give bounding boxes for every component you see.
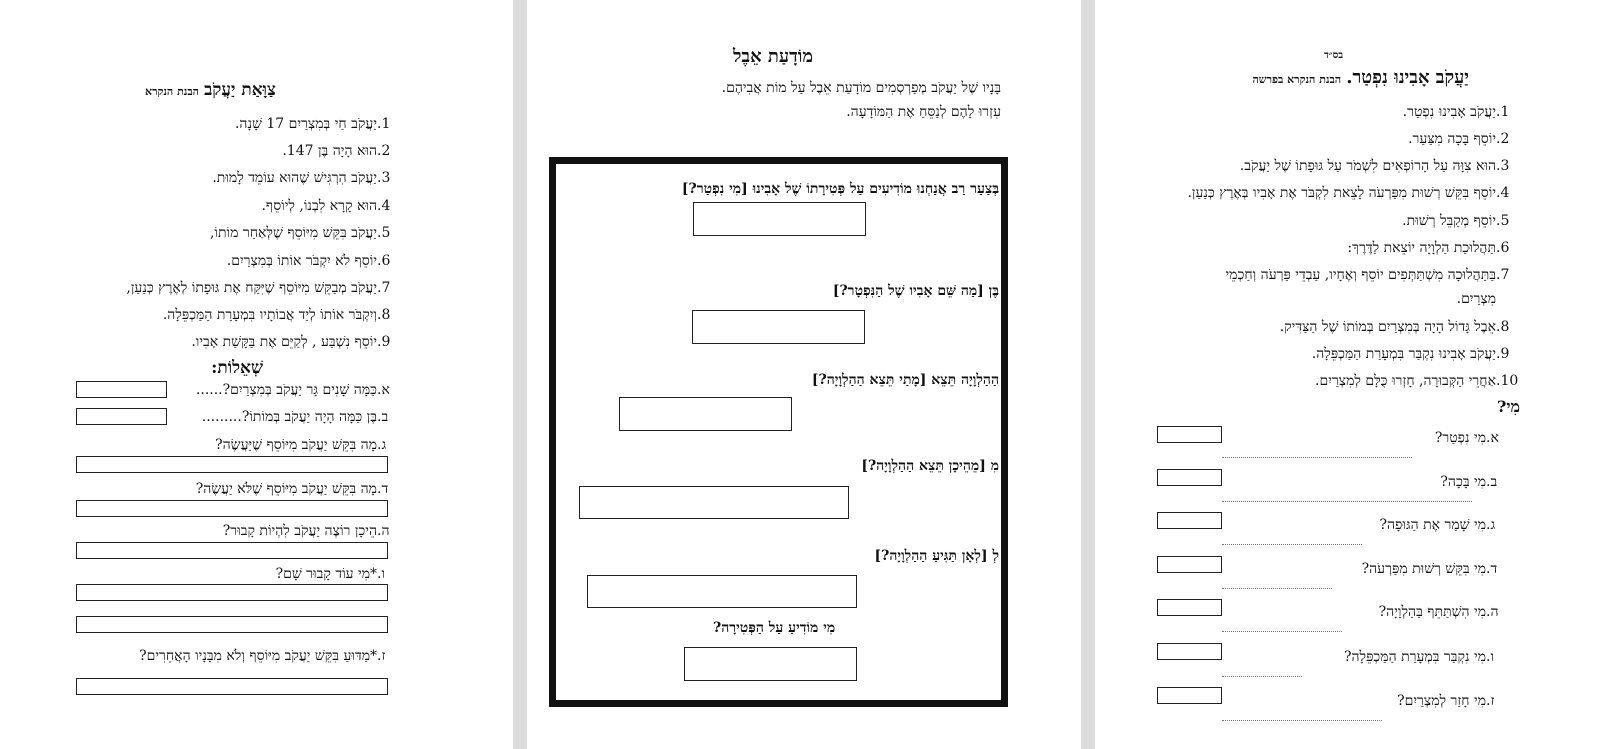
left-question-d: ד.מָה בִּקֵּשׁ יַעֲקֹב מִיּוֹסֵף שֶׁלֹּא יַעֲשֶׂה?	[195, 481, 389, 497]
worksheet-page-left	[0, 0, 513, 749]
right-item-10: 10.אַחֲרֵי הַקְּבוּרָה, חָזְרוּ כֻּלָּם לְמִצְרַיִם.	[1315, 373, 1519, 389]
obituary-prompt-3: הַהַלְוָיָה תֵּצֵא [מָתַי תֵּצֵא הַהַלְוָיָה?]	[811, 372, 999, 388]
right-item-7-cont: מִצְרַיִם.	[1456, 291, 1496, 307]
right-title: יַעֲקֹב אָבִינוּ נִפְטַר.	[1346, 67, 1469, 88]
left-questions-title: שְׁאֵלוֹת:	[211, 358, 263, 378]
obituary-prompt-6: מִי מוֹדִיעַ עַל הַפְּטִירָה?	[713, 620, 836, 636]
worksheet-page-middle	[527, 0, 1081, 749]
right-item-9: 9.יַעֲקֹב אָבִינוּ נִקְבַּר בִּמְעָרַת הַמַּכְפֵּלָה.	[1311, 346, 1510, 362]
middle-intro-1: בָּנָיו שֶׁל יַעֲקֹב מְפַרְסְמִים מוֹדָעַת אֵבֶל עַל מוֹת אֲבִיהֶם.	[721, 80, 1001, 96]
right-item-7: 7.בַּתַּהֲלוּכָה מִשְׁתַּתְּפִים יוֹסֵף וְאֶחָיו, עַבְדֵי פַּרְעֹה וְחַכְמֵי	[1225, 267, 1510, 283]
left-question-a: א.כַּמָּה שָׁנִים גָּר יַעֲקֹב בְּמִצְרַיִם?......	[195, 382, 390, 398]
obituary-box-when[interactable]	[619, 397, 792, 431]
middle-intro-2: עִזְרוּ לָהֶם לְנַסֵּחַ אֶת הַמּוֹדָעָה.	[846, 104, 1001, 120]
obituary-prompt-2: בֶּן [מַה שֵּׁם אָבִיו שֶׁל הַנִּפְטָר?]	[832, 283, 999, 299]
who-question-g: ז.מִי חָזַר לְמִצְרַיִם?	[1397, 693, 1495, 709]
obituary-box-father[interactable]	[692, 310, 865, 344]
right-item-4: 4.יוֹסֵף בִּקֵּשׁ רְשׁוּת מִפַּרְעֹה לָצֵאת לִקְבֹּר אֶת אָבִיו בְּאֶרֶץ כְּנַעַן.	[1187, 185, 1510, 201]
left-item-6: 6.יוֹסֵף לֹא יִקְבֹּר אוֹתוֹ בְּמִצְרַיִם.	[226, 253, 391, 269]
left-title-block	[145, 80, 276, 100]
who-answer-box-f[interactable]	[1157, 643, 1222, 660]
left-item-4: 4.הוּא קָרָא לִבְנוֹ, לְיוֹסֵף.	[261, 198, 391, 214]
left-item-8: 8.וְיִקְבֹּר אוֹתוֹ לְיַד אֲבוֹתָיו בִּמְעָרַת הַמַּכְפֵּלָה.	[162, 307, 391, 323]
who-question-b: ב.מִי בָּכָה?	[1440, 474, 1498, 490]
who-answer-box-c[interactable]	[1157, 512, 1222, 529]
answer-box-a[interactable]	[76, 381, 167, 398]
who-answer-box-e[interactable]	[1157, 599, 1222, 616]
worksheet-page-right	[1095, 0, 1604, 749]
right-item-8: 8.אֵבֶל גָּדוֹל הָיָה בְּמִצְרַיִם בְּמוֹתוֹ שֶׁל הַצַּדִּיק.	[1279, 319, 1510, 335]
right-item-3: 3.הוּא צִוָּה עַל הָרוֹפְאִים לִשְׁמֹר עַל גּוּפָתוֹ שֶׁל יַעֲקֹב.	[1239, 158, 1510, 174]
who-answer-box-a[interactable]	[1157, 426, 1222, 443]
who-title: מִי?	[1496, 397, 1520, 416]
left-item-2: 2.הוּא הָיָה בֶּן 147.	[282, 143, 391, 159]
answer-box-c[interactable]	[76, 456, 388, 473]
right-title-small: הבנת הנקרא בפרשה	[1252, 73, 1342, 86]
who-answer-box-b[interactable]	[1157, 469, 1222, 486]
obituary-box-announcer[interactable]	[684, 647, 857, 681]
answer-box-f1[interactable]	[76, 584, 388, 601]
answer-box-d[interactable]	[76, 500, 388, 517]
right-item-1: 1.יַעֲקֹב אָבִינוּ נִפְטַר.	[1402, 104, 1510, 120]
answer-box-f2[interactable]	[76, 616, 388, 633]
who-question-f: ו.מִי נִקְבַּר בִּמְעָרַת הַמַּכְפֵּלָה?	[1343, 649, 1495, 665]
right-item-6: 6.תַּהֲלוּכַת הַלְוָיָה יוֹצֵאת לַדֶּרֶךְ:	[1347, 240, 1510, 256]
right-item-5: 5.יוֹסֵף מְקַבֵּל רְשׁוּת.	[1402, 213, 1510, 229]
obituary-box-from[interactable]	[579, 486, 849, 519]
left-question-c: ג.מָה בִּקֵּשׁ יַעֲקֹב מִיּוֹסֵף שֶׁיַּעֲשֶׂה?	[215, 437, 387, 453]
left-title: צַוָּאַת יַעֲקֹב	[204, 80, 276, 100]
left-item-5: 5.יַעֲקֹב בִּקֵּשׁ מִיּוֹסֵף שֶׁלְּאַחַר מוֹתוֹ,	[209, 225, 391, 241]
left-item-3: 3.יַעֲקֹב הִרְגִּישׁ שֶׁהוּא עוֹמֵד לָמוּת.	[212, 170, 391, 186]
left-item-1: 1.יַעֲקֹב חַי בְּמִצְרַיִם 17 שָׁנָה.	[234, 116, 391, 132]
right-title-block	[1252, 67, 1469, 88]
left-title-small: הבנת הנקרא	[145, 85, 200, 98]
right-item-2: 2.יוֹסֵף בָּכָה מִצַּעַר.	[1408, 131, 1510, 147]
obituary-prompt-1: בְּצַעַר רַב אֲנַחְנוּ מוֹדִיעִים עַל פְּטִירָתוֹ שֶׁל אָבִינוּ [מִי נִפְטַר?]	[681, 181, 999, 197]
who-answer-box-g[interactable]	[1157, 687, 1222, 704]
who-question-c: ג.מִי שָׁמַר אֶת הַגּוּפָה?	[1379, 517, 1496, 533]
middle-title: מוֹדָעַת אֵבֶל	[733, 46, 814, 67]
left-question-e: ה.הֵיכָן רוֹצֶה יַעֲקֹב לִהְיוֹת קָבוּר?	[222, 523, 390, 539]
left-item-9: 9.יוֹסֵף נִשְׁבַּע , לְקַיֵּם אֶת בַּקָּשַׁת אָבִיו.	[191, 334, 391, 350]
left-item-7: 7.יַעֲקֹב מְבַקֵּשׁ מִיּוֹסֵף שֶׁיִּקַּח אֶת גּוּפָתוֹ לְאֶרֶץ כְּנַעַן,	[126, 280, 391, 296]
bs-header: בס״ד	[1324, 50, 1344, 61]
obituary-box-deceased[interactable]	[693, 202, 866, 236]
obituary-prompt-5: לְ [לְאָן תַּגִּיעַ הַהַלְוָיָה?]	[874, 548, 999, 564]
left-question-g: ז.*מַדּוּעַ בִּקֵּשׁ יַעֲקֹב מִיּוֹסֵף וְלֹא מִבָּנָיו הָאֲחֵרִים?	[139, 648, 386, 664]
who-answer-box-d[interactable]	[1157, 556, 1222, 573]
left-question-b: ב.בֶּן כַּמָּה הָיָה יַעֲקֹב בְּמוֹתוֹ?.........	[201, 409, 389, 425]
who-question-a: א.מִי נִפְטַר?	[1434, 430, 1499, 446]
answer-box-e[interactable]	[76, 542, 388, 559]
who-question-d: ד.מִי בִּקֵּשׁ רְשׁוּת מִפַּרְעֹה?	[1361, 561, 1498, 577]
answer-box-g[interactable]	[76, 678, 388, 695]
obituary-box-to[interactable]	[587, 575, 857, 608]
obituary-prompt-4: מִ [מֵהֵיכָן תֵּצֵא הַהַלְוָיָה?]	[861, 458, 999, 474]
who-question-e: ה.מִי הִשְׁתַּתֵּף בַּהַלְוָיָה?	[1378, 604, 1499, 620]
answer-box-b[interactable]	[76, 408, 167, 425]
left-question-f: ו.*מִי עוֹד קָבוּר שָׁם?	[275, 566, 386, 582]
